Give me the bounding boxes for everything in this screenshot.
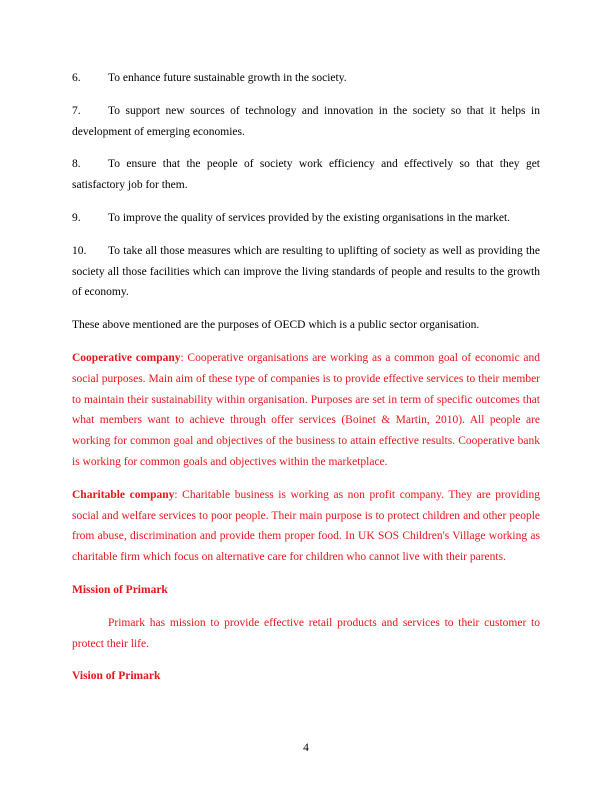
list-number: 6. [72,72,81,84]
list-item-7 [72,101,540,143]
list-number: 7. [72,104,81,117]
mission-heading: Mission of Primark [72,583,168,596]
list-number: 8. [72,158,81,171]
list-text: To take all those measures which are resulting to uplifting of society as well as providing the society all those facilities which can improve the living standards of people and results to the growth of economy. [72,244,540,299]
list-number: 9. [72,211,81,224]
list-item-9 [72,208,540,229]
vision-heading: Vision of Primark [72,670,161,683]
page-number: 4 [303,742,309,754]
list-item-6 [72,68,540,89]
summary-paragraph: These above mentioned are the purposes of OECD which is a public sector organisation. [72,319,480,332]
document-body [72,68,540,687]
list-number: 10. [72,244,87,257]
list-text: To support new sources of technology and innovation in the society so that it helps in development of emerging economies. [72,104,540,138]
charitable-text: : Charitable business is working as non profit company. They are providing social and welfare services to poor people. Their main purpose is to protect children and other people from abuse, discrimination and provide them proper food. In UK SOS Children's Village working as charitable firm which focus on alternative care for children who cannot live with their parents. [72,488,541,564]
list-item-10 [72,241,540,303]
charitable-heading: Charitable company [72,488,175,501]
list-text: To ensure that the people of society work efficiency and effectively so that they get satisfactory job for them. [72,158,540,192]
list-item-8 [72,154,540,196]
charitable-paragraph [72,485,540,568]
list-text: To enhance future sustainable growth in the society. [108,72,347,84]
cooperative-text: : Cooperative organisations are working as a common goal of economic and social purposes. Main aim of these type of companies is to provide effective services to their member to maintain their sustainability within organisation. Purposes are set in term of specific outcomes that what members want to achieve through offer services (Boinet & Martin, 2010). All people are working for common goal and objectives of the business to attain effective results. Cooperative bank is working for common goals and objectives within the marketplace. [72,351,541,468]
list-text: To improve the quality of services provided by the existing organisations in the market. [108,211,511,224]
mission-text: Primark has mission to provide effective retail products and services to their customer to protect their life. [72,616,540,650]
cooperative-paragraph [72,348,540,473]
cooperative-heading: Cooperative company [72,351,181,364]
